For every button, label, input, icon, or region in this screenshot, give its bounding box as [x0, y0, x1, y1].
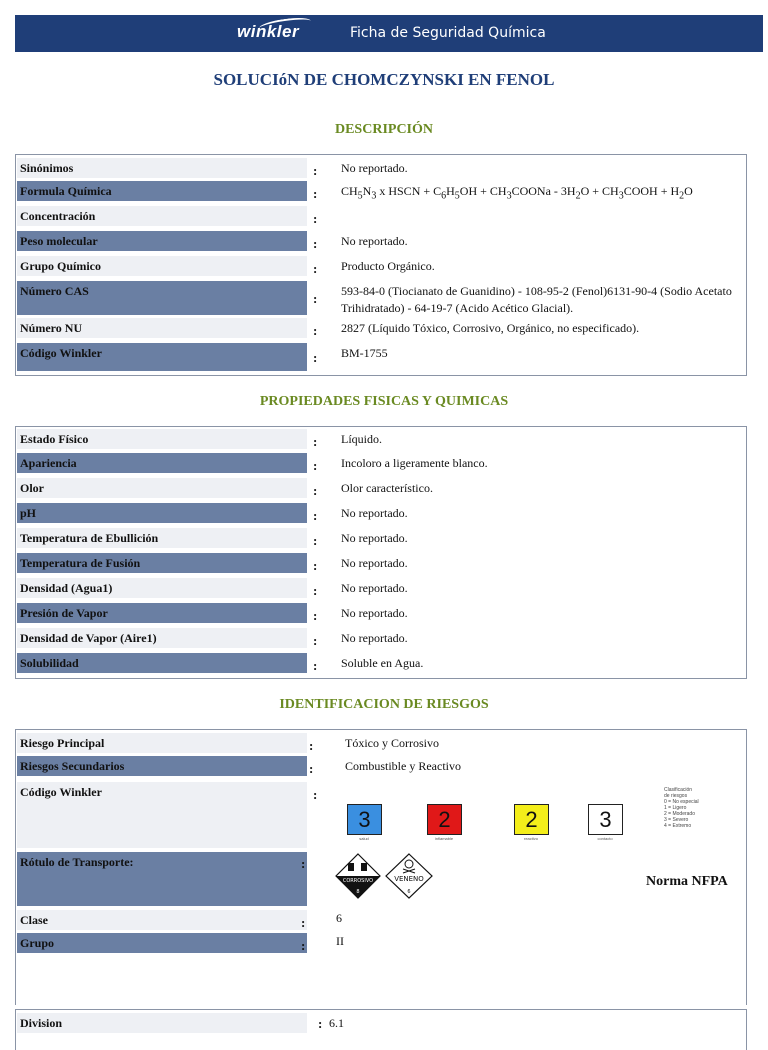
colon: :	[313, 261, 318, 276]
transport-placards	[334, 852, 434, 902]
field-value: Soluble en Agua.	[341, 656, 424, 670]
field-label: Densidad de Vapor (Aire1)	[17, 628, 307, 648]
propiedades-table	[15, 426, 747, 679]
field-label: Formula Química	[17, 181, 307, 201]
next-page-table	[15, 1009, 747, 1050]
field-value: Combustible y Reactivo	[345, 759, 461, 773]
header-banner	[15, 15, 763, 52]
field-label: Número NU	[17, 318, 307, 338]
descripcion-table	[15, 154, 747, 376]
field-label: Presión de Vapor	[17, 603, 307, 623]
field-label: Riesgo Principal	[17, 733, 307, 753]
field-label: Division	[17, 1013, 307, 1033]
section-title-riesgos: IDENTIFICACION DE RIESGOS	[279, 697, 489, 712]
legend-line: 3 = Severo	[664, 817, 689, 823]
nfpa-reactivity-box: 2	[514, 804, 549, 835]
legend-line: Clasificación	[664, 787, 693, 793]
document-title: SOLUCIóN DE CHOMCZYNSKI EN FENOL	[213, 70, 555, 89]
nfpa-caption: contacto	[597, 836, 613, 841]
field-label: Concentración	[17, 206, 307, 226]
formula-value: $CH_5N_3$ x HSCN + $C_6H_5OH$ + $CH_3COONa - 3H_2O$ + $CH_3COOH + H_2O$	[341, 184, 693, 202]
colon: :	[313, 163, 318, 178]
field-value: 593-84-0 (Tiocianato de Guanidino) - 108-95-2 (Fenol)6131-90-4 (Sodio Acetato Trihidratado) - 64-19-7 (Acido Acético Glacial).	[341, 284, 732, 315]
colon: :	[301, 915, 306, 930]
field-value: Producto Orgánico.	[341, 259, 435, 273]
colon: :	[313, 350, 318, 365]
colon: :	[313, 186, 318, 201]
nfpa-flammability-box: 2	[427, 804, 462, 835]
field-label: Solubilidad	[17, 653, 307, 673]
corrosive-placard-icon	[336, 854, 380, 898]
field-label: Temperatura de Fusión	[17, 553, 307, 573]
colon: :	[313, 483, 318, 498]
field-label: Riesgos Secundarios	[17, 756, 307, 776]
colon: :	[313, 558, 318, 573]
field-value: Olor característico.	[341, 481, 433, 495]
field-label: Código Winkler	[17, 782, 307, 848]
colon: :	[313, 633, 318, 648]
field-label: Peso molecular	[17, 231, 307, 251]
field-label: Grupo Químico	[17, 256, 307, 276]
colon: :	[313, 458, 318, 473]
field-value: BM-1755	[341, 346, 388, 360]
colon: :	[313, 583, 318, 598]
section-title-descripcion: DESCRIPCIÓN	[334, 122, 433, 137]
field-value: Líquido.	[341, 432, 382, 446]
colon: :	[313, 608, 318, 623]
field-value: II	[336, 934, 344, 948]
field-label: Rótulo de Transporte:	[17, 852, 307, 906]
colon: :	[301, 856, 306, 871]
field-value: No reportado.	[341, 556, 408, 570]
legend-line: 1 = Ligero	[664, 805, 687, 811]
colon: :	[313, 291, 318, 306]
field-label: Número CAS	[17, 281, 307, 315]
colon: :	[313, 658, 318, 673]
corrosive-class: 8	[356, 889, 360, 895]
field-label: Clase	[17, 910, 307, 930]
section-title-propiedades: PROPIEDADES FISICAS Y QUIMICAS	[259, 394, 509, 409]
norma-nfpa-label: Norma NFPA	[646, 874, 728, 889]
colon: :	[309, 738, 314, 753]
nfpa-health-box: 3	[347, 804, 382, 835]
legend-line: 2 = Moderado	[664, 811, 695, 817]
header-title: Ficha de Seguridad Química	[350, 25, 546, 41]
colon: :	[318, 1016, 323, 1031]
field-value: No reportado.	[341, 234, 408, 248]
field-label: Código Winkler	[17, 343, 307, 371]
colon: :	[313, 323, 318, 338]
legend-line: de riesgos	[664, 793, 688, 799]
colon: :	[313, 211, 318, 226]
field-label: Estado Físico	[17, 429, 307, 449]
field-label: Olor	[17, 478, 307, 498]
colon: :	[313, 236, 318, 251]
poison-class: 6	[407, 889, 411, 895]
field-value: No reportado.	[341, 606, 408, 620]
colon: :	[313, 434, 318, 449]
colon: :	[313, 508, 318, 523]
colon: :	[309, 761, 314, 776]
field-label: Grupo	[17, 933, 307, 953]
winkler-logo: winkler	[237, 22, 300, 41]
field-label: Apariencia	[17, 453, 307, 473]
field-label: Temperatura de Ebullición	[17, 528, 307, 548]
field-label: Densidad (Agua1)	[17, 578, 307, 598]
field-value: 6.1	[329, 1016, 344, 1030]
corrosive-label: CORROSIVO	[342, 878, 374, 884]
field-value: Incoloro a ligeramente blanco.	[341, 456, 488, 470]
field-value: No reportado.	[341, 581, 408, 595]
colon: :	[313, 787, 318, 802]
field-value: No reportado.	[341, 161, 408, 175]
field-value: Tóxico y Corrosivo	[345, 736, 439, 750]
nfpa-caption: inflamable	[434, 836, 454, 841]
colon: :	[301, 938, 306, 953]
legend-line: 4 = Extremo	[664, 823, 692, 829]
colon: :	[313, 533, 318, 548]
nfpa-caption: reactivo	[523, 836, 538, 841]
poison-placard-icon	[386, 854, 432, 898]
nfpa-caption: salud	[359, 836, 369, 841]
poison-label: VENENO	[394, 875, 424, 883]
field-label: pH	[17, 503, 307, 523]
field-label: Sinónimos	[17, 158, 307, 178]
field-value: No reportado.	[341, 631, 408, 645]
legend-line: 0 = No especial	[664, 799, 699, 805]
field-value: No reportado.	[341, 506, 408, 520]
field-value: 2827 (Líquido Tóxico, Corrosivo, Orgánico, no especificado).	[341, 321, 640, 335]
field-value: 6	[336, 911, 342, 925]
nfpa-contact-box: 3	[588, 804, 623, 835]
nfpa-legend	[664, 787, 699, 829]
field-value: No reportado.	[341, 531, 408, 545]
